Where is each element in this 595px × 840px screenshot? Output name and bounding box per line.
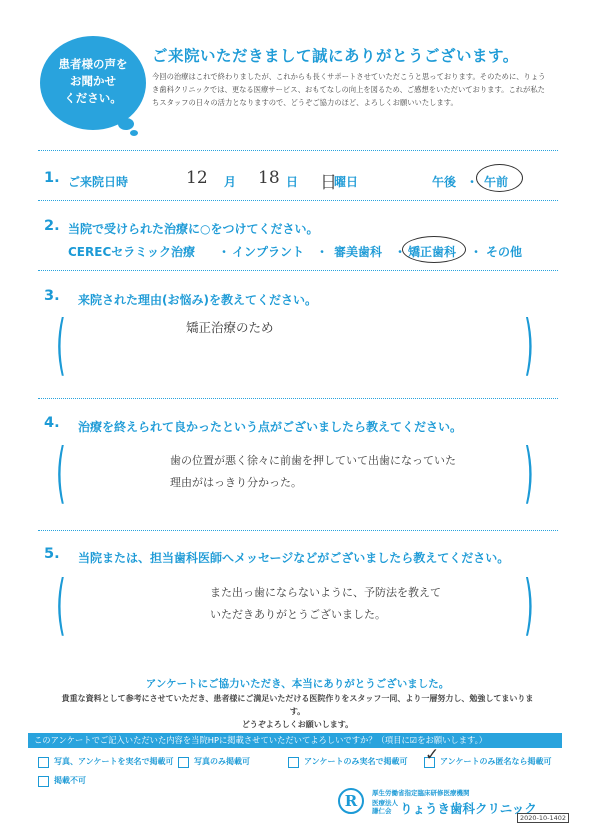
handwritten-circle-orthodontic (402, 236, 466, 263)
day-unit: 日 (286, 175, 299, 189)
check-mark: ✓ (425, 745, 440, 765)
answer-text-line1: また出っ歯にならないように、予防法を教えて (210, 586, 441, 599)
treatment-option-cerec[interactable]: CERECセラミック治療 (68, 245, 196, 259)
thanks-body (60, 692, 535, 731)
answer-text-line2: 理由がはっきり分かった。 (170, 476, 302, 489)
handwritten-circle-am (476, 164, 523, 192)
month-unit: 月 (224, 175, 237, 189)
answer-bracket-right: ) (523, 306, 534, 383)
question-number: 5. (44, 546, 60, 562)
option-separator: ・ (218, 245, 231, 259)
answer-text-line1: 歯の位置が悪く徐々に前歯を押していて出歯になっていた (170, 454, 456, 467)
divider (38, 200, 558, 201)
bubble-tail-dot (130, 130, 138, 136)
thanks-body-line1: 貴重な資料として参考にさせていただき、患者様にご満足いただける医院作りをスタッフ一同、より一層努力し、勉強してまいります。 (61, 694, 534, 716)
consent-option-label: 掲載不可 (54, 776, 86, 785)
weekday-unit: 曜日 (334, 175, 359, 189)
day-value: 18 (258, 168, 280, 188)
bubble-tail-dot (118, 118, 134, 130)
consent-option-label: アンケートのみ匿名なら掲載可 (440, 757, 552, 766)
question-number: 2. (44, 218, 60, 234)
answer-bracket-right: ) (523, 566, 534, 643)
divider (38, 398, 558, 399)
answer-bracket-left: ( (55, 434, 66, 511)
option-separator: ・ (470, 245, 483, 259)
consent-option-label: 写真、アンケートを実名で掲載可 (54, 757, 174, 766)
answer-bracket-left: ( (55, 306, 66, 383)
answer-bracket-left: ( (55, 566, 66, 643)
page-title: ご来院いただきまして誠にありがとうございます。 (152, 47, 519, 65)
treatment-option-implant[interactable]: インプラント (232, 245, 305, 259)
divider (38, 270, 558, 271)
question-number: 3. (44, 288, 60, 304)
bubble-text: 患者様の声を お聞かせ ください。 (58, 57, 128, 105)
answer-bracket-right: ) (523, 434, 534, 511)
clinic-name: りょうき歯科クリニック (400, 801, 537, 816)
option-separator: ・ (316, 245, 329, 259)
option-separator: ・ (394, 245, 407, 259)
intro-text: 今回の治療はこれで終わりましたが、これからも長くサポートさせていただこうと思っております。そのために、りょうき歯科クリニックでは、更なる医療サービス、おもてなしの向上を図るため、ご感想をいただいております。これが私たちスタッフの日々の活力となりますので、どうぞご協力のほど、よろしくお願いいたします。 (152, 72, 546, 108)
divider (38, 150, 558, 151)
clinic-logo: R (338, 788, 364, 814)
thanks-body-line2: どうぞよろしくお願いします。 (241, 720, 354, 729)
option-separator: ・ (466, 175, 479, 189)
consent-checkbox-photo-only[interactable] (178, 757, 189, 768)
consent-option-label: アンケートのみ実名で掲載可 (304, 757, 408, 766)
thanks-heading: アンケートにご協力いただき、本当にありがとうございました。 (145, 678, 450, 690)
answer-text-line2: いただきありがとうございました。 (210, 608, 386, 621)
document-code: 2020-10-1402 (517, 813, 569, 823)
consent-question-bar: このアンケートでご記入いただいた内容を当院HPに掲載させていただいてよろしいですか？（項目に☑をお願いします。） (28, 733, 562, 748)
pm-option[interactable]: 午後 (432, 175, 457, 189)
question-label: 当院で受けられた治療に○をつけてください。 (68, 222, 319, 236)
question-label: 治療を終えられて良かったという点がございましたら教えてください。 (78, 420, 463, 434)
question-number: 4. (44, 415, 60, 431)
divider (38, 530, 558, 531)
consent-checkbox-no-publish[interactable] (38, 776, 49, 787)
question-label: ご来院日時 (68, 175, 129, 189)
weekday-value: 日 (320, 173, 337, 193)
consent-checkbox-real-name-photo[interactable] (38, 757, 49, 768)
clinic-corporation-line1: 医療法人 (372, 799, 398, 807)
consent-checkbox-survey-real-name[interactable] (288, 757, 299, 768)
treatment-option-cosmetic[interactable]: 審美歯科 (334, 245, 383, 259)
month-value: 12 (186, 168, 208, 188)
consent-option-label: 写真のみ掲載可 (194, 757, 250, 766)
answer-text: 矯正治療のため (186, 320, 274, 335)
question-label: 来院された理由(お悩み)を教えてください。 (78, 293, 317, 307)
question-label: 当院または、担当歯科医師へメッセージなどがございましたら教えてください。 (78, 551, 510, 565)
treatment-option-orthodontic[interactable]: 矯正歯科 (408, 245, 457, 259)
am-option[interactable]: 午前 (484, 175, 509, 189)
treatment-option-other[interactable]: その他 (486, 245, 523, 259)
clinic-corporation-line2: 謙仁会 (372, 807, 392, 815)
clinic-designation: 厚生労働省指定臨床研修医療機関 (372, 789, 470, 797)
clinic-corporation (372, 799, 398, 815)
question-number: 1. (44, 170, 60, 186)
